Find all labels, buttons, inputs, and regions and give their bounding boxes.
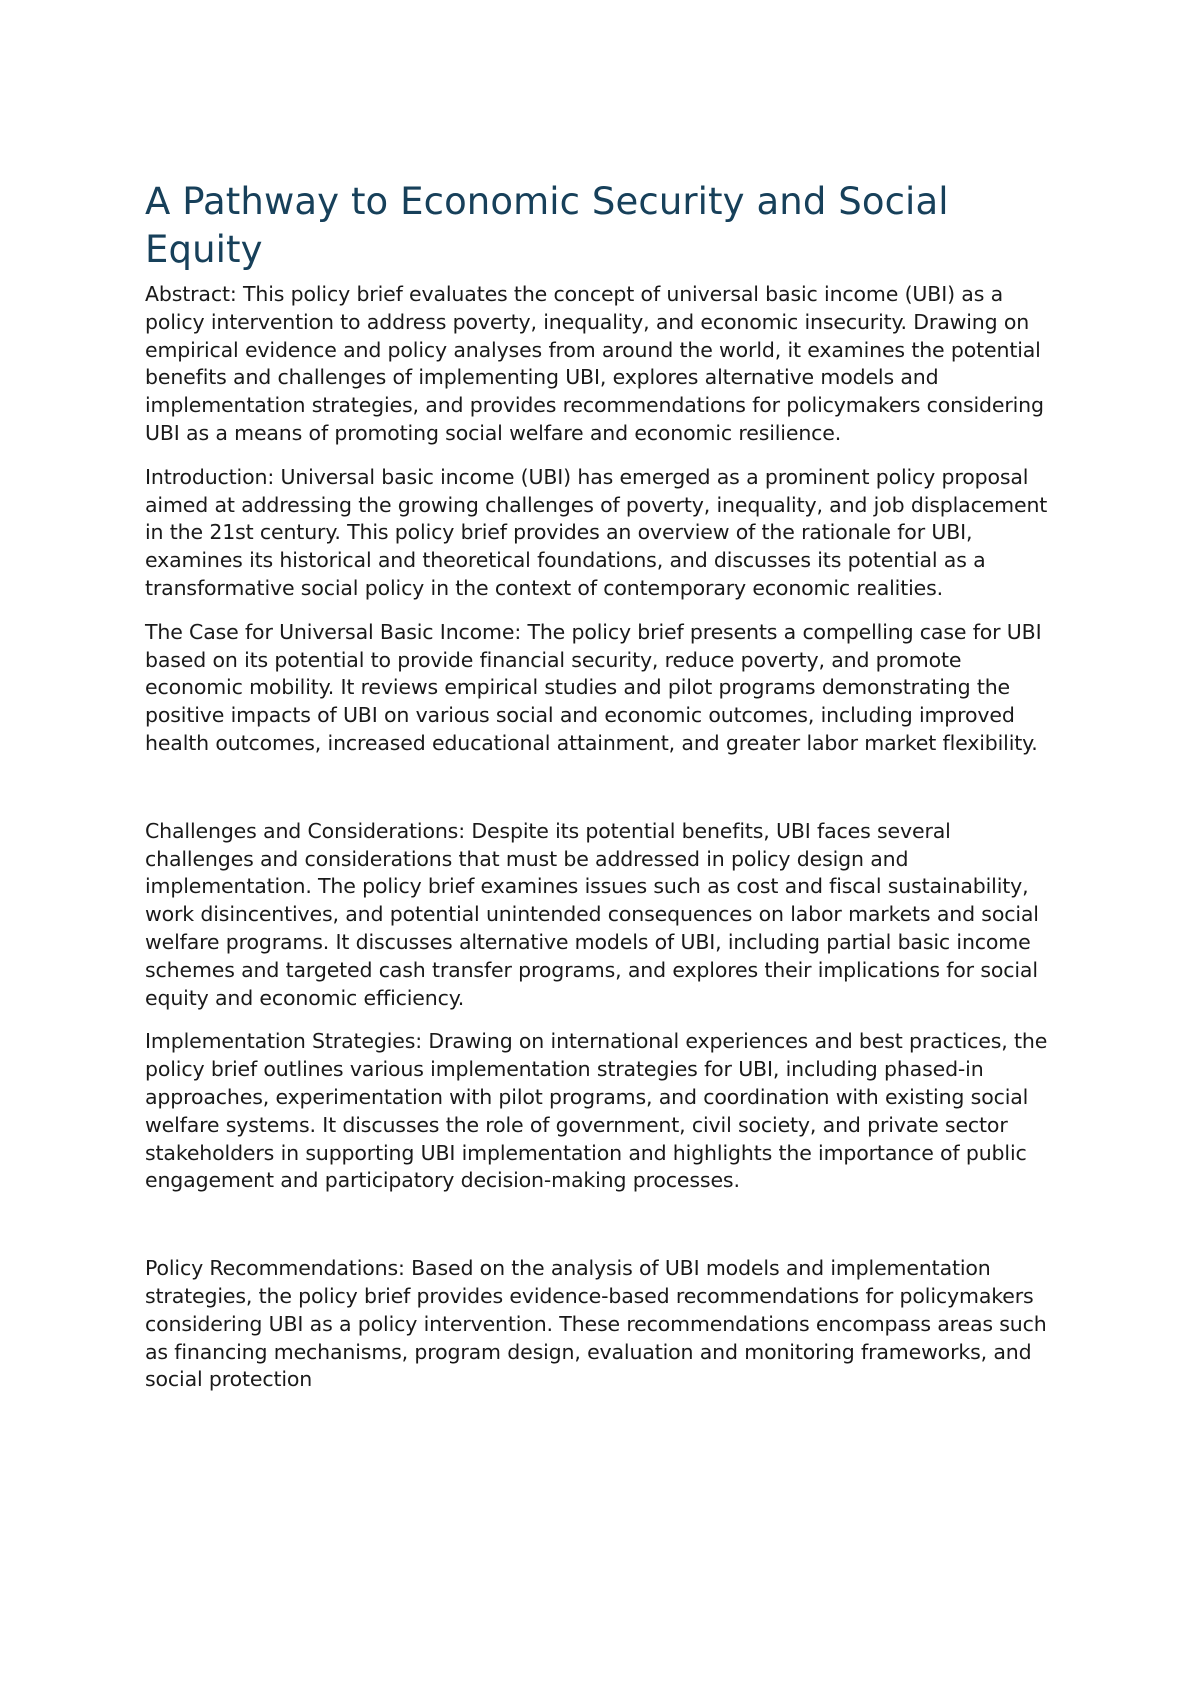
implementation-strategies-paragraph: Implementation Strategies: Drawing on international experiences and best practices, the policy brief outlines various implementation strategies for UBI, including phased-in approaches, experimentation with pilot programs, and coordination with existing social welfare systems. It discusses the role of government, civil society, and private sector stakeholders in supporting UBI implementation and highlights the importance of public engagement and participatory decision-making processes. [145,1029,1048,1193]
introduction-paragraph: Introduction: Universal basic income (UBI) has emerged as a prominent policy proposal aimed at addressing the growing challenges of poverty, inequality, and job displacement in the 21st century. This policy brief provides an overview of the rationale for UBI, examines its historical and theoretical foundations, and discusses its potential as a transformative social policy in the context of contemporary economic realities. [145,464,1048,600]
document-page [145,178,1060,1410]
abstract-paragraph: Abstract: This policy brief evaluates the concept of universal basic income (UBI) as a policy intervention to address poverty, inequality, and economic insecurity. Drawing on empirical evidence and policy analyses from around the world, it examines the potential benefits and challenges of implementing UBI, explores alternative models and implementation strategies, and provides recommendations for policymakers considering UBI as a means of promoting social welfare and economic resilience. [145,282,1044,445]
policy-recommendations-paragraph: Policy Recommendations: Based on the analysis of UBI models and implementation strategies, the policy brief provides evidence-based recommendations for policymakers considering UBI as a policy intervention. These recommendations encompass areas such as financing mechanisms, program design, evaluation and monitoring frameworks, and social protection [145,1256,1047,1392]
case-for-ubi-paragraph: The Case for Universal Basic Income: The policy brief presents a compelling case for UBI based on its potential to provide financial security, reduce poverty, and promote economic mobility. It reviews empirical studies and pilot programs demonstrating the positive impacts of UBI on various social and economic outcomes, including improved health outcomes, increased educational attainment, and greater labor market flexibility. [145,619,1042,755]
challenges-paragraph: Challenges and Considerations: Despite its potential benefits, UBI faces several challenges and considerations that must be addressed in policy design and implementation. The policy brief examines issues such as cost and fiscal sustainability, work disincentives, and potential unintended consequences on labor markets and social welfare programs. It discusses alternative models of UBI, including partial basic income schemes and targeted cash transfer programs, and explores their implications for social equity and economic efficiency. [145,818,1039,1010]
document-title: A Pathway to Economic Security and Social Equity [145,180,949,271]
